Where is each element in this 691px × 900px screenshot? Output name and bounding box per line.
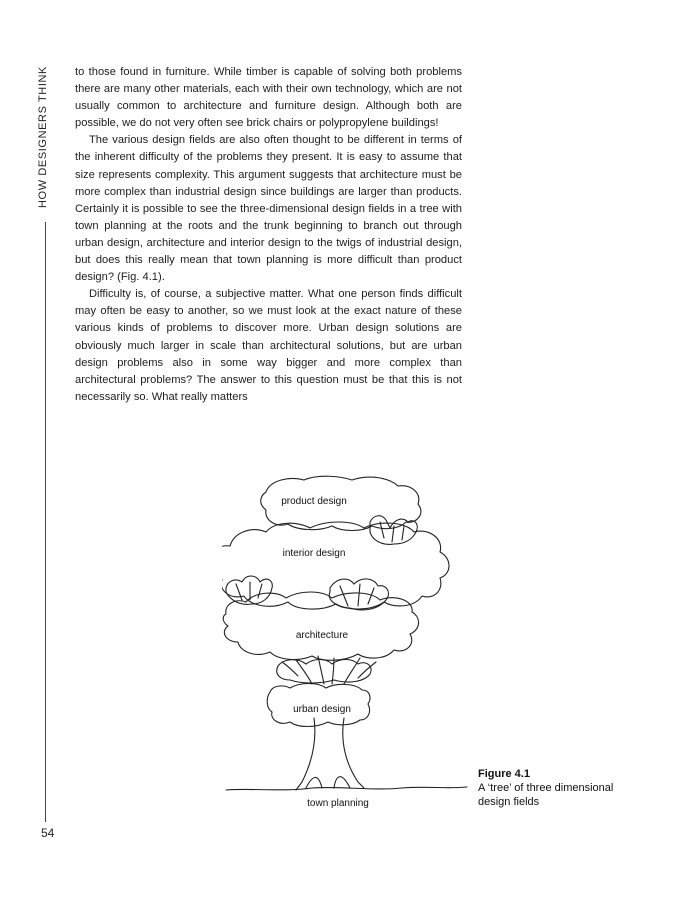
tree-trunk (296, 718, 364, 790)
label-urban-design: urban design (293, 704, 351, 715)
figure-caption-text: A ‘tree’ of three dimensional design fields (478, 782, 614, 808)
label-interior-design: interior design (282, 548, 346, 559)
side-rule (45, 222, 46, 822)
tree-figure (222, 470, 470, 815)
page-number: 54 (41, 826, 55, 840)
body-text (75, 64, 462, 406)
branch-cluster (329, 579, 388, 610)
tree-illustration (222, 470, 470, 815)
branch-cluster (277, 660, 371, 684)
branch-cluster (226, 576, 272, 604)
label-town-planning: town planning (307, 798, 369, 809)
running-head: HOW DESIGNERS THINK (37, 66, 49, 208)
figure-caption-title: Figure 4.1 (478, 768, 530, 780)
branch-cluster (370, 516, 417, 545)
label-architecture: architecture (295, 630, 349, 641)
ground-line (226, 787, 467, 790)
paragraph: The various design fields are also often thought to be different in terms of the inherent difficulty of the problems they present. It is easy to assume that size represents complexity. This argument suggests that architecture must be more complex than industrial design since buildings are larger than products. Certainly it is possible to see the three-dimensional design fields in a tree with town planning at the roots and the trunk beginning to branch out through urban design, architecture and interior design to the twigs of industrial design, but does this really mean that town planning is more difficult than product design? (Fig. 4.1). (75, 134, 462, 284)
foliage-architecture (223, 592, 418, 660)
paragraph: Difficulty is, of course, a subjective matter. What one person finds difficult may often be easy to another, so we must look at the exact nature of these various kinds of problems to discover more. Urban design solutions are obviously much larger in scale than architectural solutions, but are urban design problems also in some way bigger and more complex than architectural problems? The answer to this question must be that this is not necessarily so. What really matters (75, 288, 462, 403)
label-product-design: product design (281, 496, 347, 507)
paragraph: to those found in furniture. While timber is capable of solving both problems there are many other materials, each with their own technology, which are not usually common to architecture and furniture design. Although both are possible, we do not very often see brick chairs or polypropylene buildings! (75, 66, 462, 130)
figure-caption (478, 767, 648, 809)
